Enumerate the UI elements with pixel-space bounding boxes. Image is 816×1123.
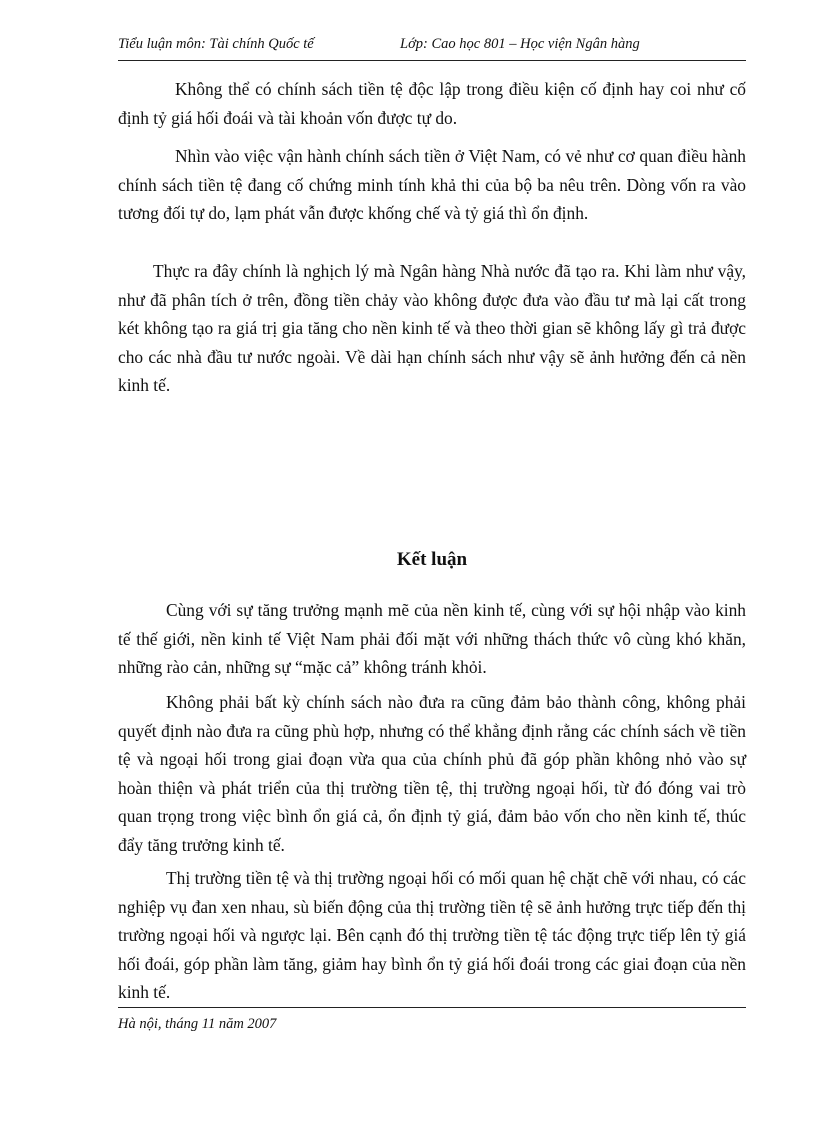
body-paragraph-3: Thực ra đây chính là nghịch lý mà Ngân hàng Nhà nước đã tạo ra. Khi làm như vậy, như đã phân tích ở trên, đồng tiền chảy vào không được đưa vào đầu tư mà lại cất trong két không tạo ra giá trị gia tăng cho nền kinh tế và theo thời gian sẽ không lấy gì trả được cho các nhà đầu tư nước ngoài. Về dài hạn chính sách như vậy sẽ ảnh hưởng đến cả nền kinh tế. bbox=[118, 261, 746, 395]
page-footer: Hà nội, tháng 11 năm 2007 bbox=[118, 1016, 277, 1032]
course-title: Tiểu luận môn: Tài chính Quốc tế bbox=[118, 36, 314, 52]
conclusion-paragraph-2: Không phải bất kỳ chính sách nào đưa ra cũng đảm bảo thành công, không phải quyết định nào đưa ra cũng phù hợp, nhưng có thể khẳng định rằng các chính sách về tiền tệ và ngoại hối trong giai đoạn vừa qua của chính phủ đã góp phần không nhỏ vào sự hoàn thiện và phát triển của thị trường tiền tệ, thị trường ngoại hối, từ đó đóng vai trò quan trọng trong việc bình ổn giá cả, ổn định tỷ giá, đảm bảo vốn cho nền kinh tế, thúc đẩy tăng trưởng kinh tế. bbox=[118, 692, 746, 855]
conclusion-paragraph-1: Cùng với sự tăng trưởng mạnh mẽ của nền kinh tế, cùng với sự hội nhập vào kinh tế thế giới, nền kinh tế Việt Nam phải đối mặt với những thách thức vô cùng khó khăn, những rào cản, những sự “mặc cả” không tránh khỏi. bbox=[118, 600, 746, 677]
conclusion-heading: Kết luận bbox=[396, 549, 468, 570]
body-paragraph-2: Nhìn vào việc vận hành chính sách tiền ở Việt Nam, có vẻ như cơ quan điều hành chính sách tiền tệ đang cố chứng minh tính khả thi của bộ ba nêu trên. Dòng vốn ra vào tương đối tự do, lạm phát vẫn được khống chế và tỷ giá thì ổn định. bbox=[118, 146, 746, 223]
page-header bbox=[118, 36, 746, 58]
class-info: Lớp: Cao học 801 – Học viện Ngân hàng bbox=[400, 36, 640, 52]
conclusion-paragraph-3: Thị trường tiền tệ và thị trường ngoại hối có mối quan hệ chặt chẽ với nhau, có các nghiệp vụ đan xen nhau, sù biến động của thị trường tiền tệ sẽ ảnh hưởng trực tiếp đến thị trường ngoại hối và ngược lại. Bên cạnh đó thị trường tiền tệ tác động trực tiếp lên tỷ giá hối đoái, góp phần làm tăng, giảm hay bình ổn tỷ giá hối đoái trong các giai đoạn của nền kinh tế. bbox=[118, 868, 746, 1002]
footer-divider bbox=[118, 1007, 746, 1008]
header-divider bbox=[118, 60, 746, 61]
body-paragraph-1: Không thể có chính sách tiền tệ độc lập trong điều kiện cố định hay coi như cố định tỷ giá hối đoái và tài khoản vốn được tự do. bbox=[118, 79, 746, 128]
